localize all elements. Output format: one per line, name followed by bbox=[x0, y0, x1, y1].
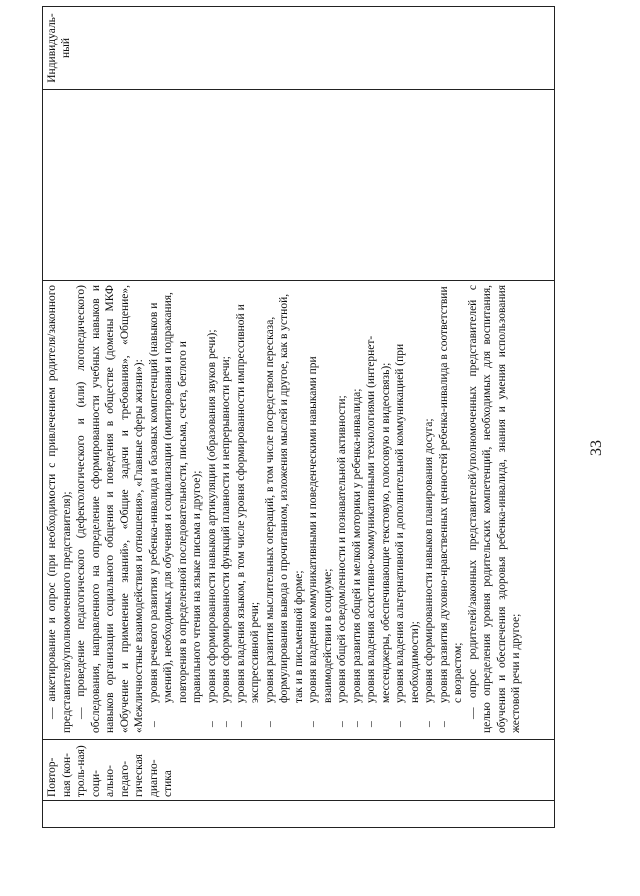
document-table bbox=[42, 6, 555, 828]
list-item: – уровня сформированности функций плавности и непрерывности речи; bbox=[220, 356, 232, 727]
content-paragraph-1: — анкетирование и опрос (при необходимости с привлечением родителя/законного представителя/уполномоченного представителя); bbox=[46, 285, 73, 733]
list-item: – уровня развития духовно-нравственных ценностей ребенка-инвалида в соответствии с возрастом; bbox=[437, 286, 464, 727]
assessment-list bbox=[147, 285, 466, 733]
page-number: 33 bbox=[588, 440, 605, 456]
diagnostic-type-cell: Повтор-ная (кон-троль-ная) соци-ально-педаго-гическая диагно-стика bbox=[43, 740, 555, 801]
list-item: – уровня владения альтернативной и дополнительной коммуникацией (при необходимости); bbox=[394, 343, 421, 727]
diagnostic-content-cell bbox=[43, 281, 555, 740]
table-row bbox=[43, 7, 555, 828]
list-item: – уровня развития общей и мелкой моторики у ребенка-инвалида; bbox=[350, 388, 363, 727]
empty-cell bbox=[43, 801, 555, 828]
form-cell: Индивидуаль-ный bbox=[43, 7, 555, 90]
list-item: – уровня владения языком, в том числе уровня сформированности импрессивной и экспрессивной речи; bbox=[234, 304, 261, 727]
list-item: – уровня сформированности навыков планирования досуга; bbox=[423, 418, 435, 727]
list-item: – уровня речевого развития у ребенка-инвалида и базовых компетенций (навыков и умений), необходимых для обучения и социализации (имитирования и подражания, повторения в определенной последовательности, письма, счета, беглого и правильного чтения на языке письма и другое); bbox=[147, 292, 203, 727]
list-item: – уровня сформированности навыков артикуляции (образования звуков речи); bbox=[205, 329, 218, 727]
content-paragraph-2: — проведение педагогического (дефектологического и (или) логопедического) обследования, направленного на определение сформированности учебных навыков и навыков организации социального общения и поведения в обществе (домены МКФ «Обучение и применение знаний», «Общие задачи и требования», «Общение», «Межличностные взаимодействия и отношения», «Главные сферы жизни»): bbox=[75, 285, 145, 733]
list-item: – уровня владения ассистивно-коммуникативными технологиями (интернет-мессенджеры, обеспечивающие текстовую, голосовую и видеосвязь); bbox=[365, 335, 392, 727]
blank-cell bbox=[43, 90, 555, 281]
list-item: – уровня общей осведомленности и познавательной активности; bbox=[336, 395, 348, 727]
list-item: – уровня владения коммуникативными и поведенческими навыками при взаимодействии в социуме; bbox=[307, 356, 334, 727]
list-item: – уровня развития мыслительных операций, в том числе посредством пересказа, формулирования вывода о прочитанном, изложения мыслей и другое, как в устной, так и в письменной форме; bbox=[263, 293, 305, 727]
content-paragraph-closing: — опрос родителей/законных представителей/уполномоченных представителей с целью определения уровня родительских компетенций, необходимых для воспитания, обучения и обеспечения здоровья ребенка-инвалида, знания и умения использования жестовой речи и другое; bbox=[466, 285, 522, 733]
